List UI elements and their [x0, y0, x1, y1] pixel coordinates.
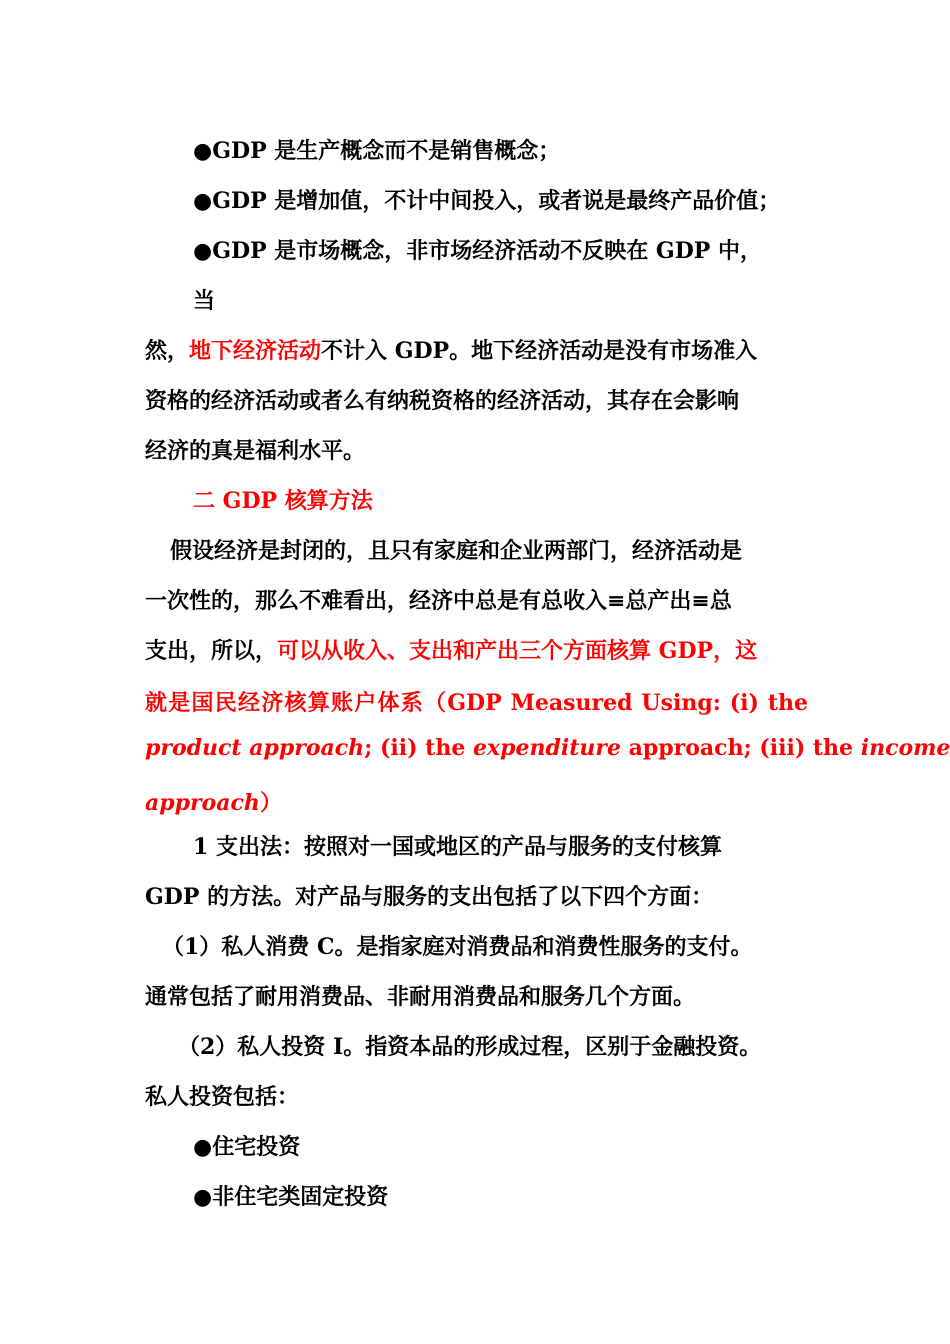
line-text: 1 支出法：按照对一国或地区的产品与服务的支付核算	[193, 834, 722, 860]
english-line-3	[145, 788, 282, 818]
underground-line-3	[145, 436, 365, 466]
english-line-1	[145, 688, 808, 718]
line-text: ●GDP 是生产概念而不是销售概念；	[193, 138, 561, 164]
line-text: approach	[620, 735, 744, 761]
assume-line-2	[145, 586, 732, 616]
closing-paren: ）	[259, 790, 282, 816]
line-text: 私人投资包括：	[145, 1084, 300, 1110]
term-expenditure: expenditure	[472, 735, 621, 761]
bullet-line-3-cont	[193, 286, 215, 316]
line-text: GDP 的方法。对产品与服务的支出包括了以下四个方面：	[145, 884, 714, 910]
line-text: 然，	[145, 338, 190, 364]
line-text: ●非住宅类固定投资	[193, 1184, 389, 1210]
line-text: （1）私人消费 C。是指家庭对消费品和消费性服务的支付。	[162, 934, 753, 960]
line-text: 不计入 GDP。地下经济活动是没有市场准入	[321, 338, 758, 364]
line-text: 假设经济是封闭的，且只有家庭和企业两部门，经济活动是	[170, 538, 743, 564]
bullet-nonresidential	[193, 1182, 388, 1212]
line-text: 当	[193, 288, 216, 314]
consumption-line-1	[162, 932, 752, 962]
heading-text: 二 GDP 核算方法	[193, 488, 373, 514]
consumption-line-2	[145, 982, 695, 1012]
line-text: 资格的经济活动或者么有纳税资格的经济活动，其存在会影响	[145, 388, 740, 414]
line-text: （2）私人投资 I。指资本品的形成过程，区别于金融投资。	[178, 1034, 762, 1060]
investment-line-1	[178, 1032, 761, 1062]
line-text: 就是国民经济核算账户体系（GDP Measured Using: (i) the	[145, 690, 808, 716]
line-text: 通常包括了耐用消费品、非耐用消费品和服务几个方面。	[145, 984, 696, 1010]
line-text: ●GDP 是增加值，不计中间投入，或者说是最终产品价值；	[193, 188, 781, 214]
line-text: ●住宅投资	[193, 1134, 301, 1160]
line-text: ●GDP 是市场概念，非市场经济活动不反映在 GDP 中，	[193, 238, 762, 264]
bullet-line-1	[193, 136, 560, 166]
line-text: ; (ii) the	[364, 735, 473, 761]
bullet-line-3	[193, 236, 762, 266]
assume-line-3	[145, 636, 757, 666]
term-income: income	[860, 735, 950, 761]
section-heading	[193, 486, 373, 516]
english-line-2	[145, 733, 950, 763]
expenditure-line-1	[193, 832, 722, 862]
line-text: 经济的真是福利水平。	[145, 438, 366, 464]
expenditure-line-2	[145, 882, 713, 912]
line-text: 支出，所以，	[145, 638, 278, 664]
investment-line-2	[145, 1082, 299, 1112]
term-approach: approach	[145, 790, 260, 816]
bullet-line-2	[193, 186, 780, 216]
term-product-approach: product approach	[145, 735, 365, 761]
line-text: 一次性的，那么不难看出，经济中总是有总收入≡总产出≡总	[145, 588, 732, 614]
line-text: ; (iii) the	[743, 735, 861, 761]
underground-line-1	[145, 336, 757, 366]
highlight-three-approaches: 可以从收入、支出和产出三个方面核算 GDP，这	[277, 638, 758, 664]
assume-line-1	[170, 536, 742, 566]
underground-line-2	[145, 386, 739, 416]
highlight-underground: 地下经济活动	[189, 338, 322, 364]
bullet-residential	[193, 1132, 300, 1162]
